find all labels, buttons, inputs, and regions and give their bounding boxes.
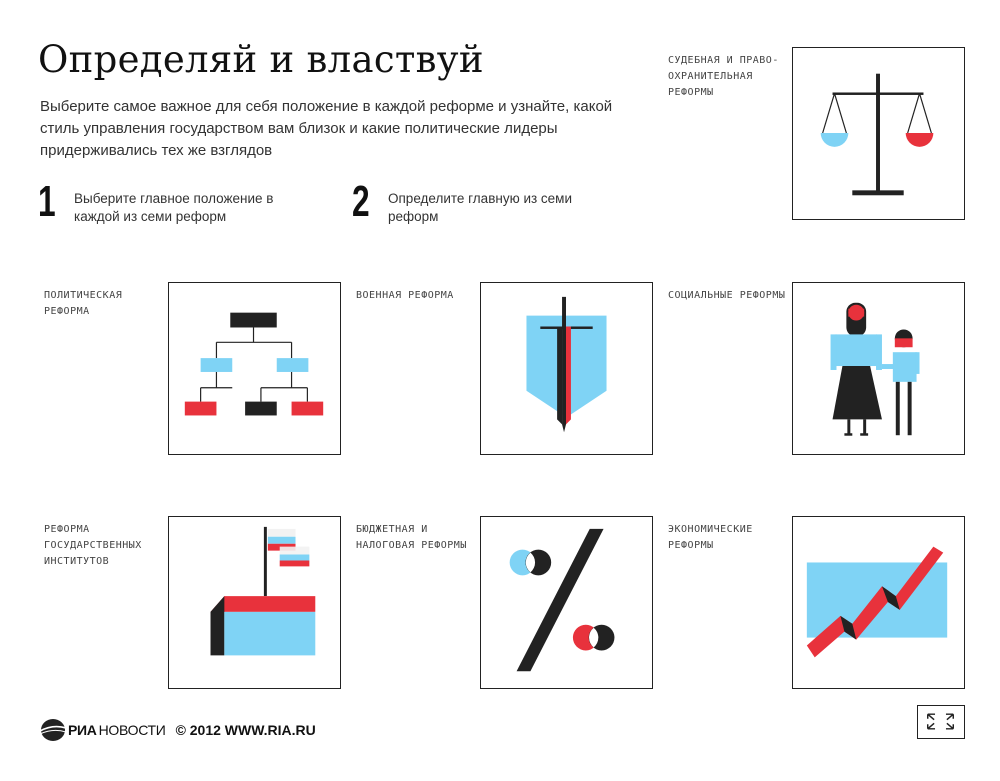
expand-icon <box>918 706 963 737</box>
step-number: 1 <box>38 177 56 226</box>
reform-label: БЮДЖЕТНАЯ И НАЛОГОВАЯ РЕФОРМЫ <box>356 524 467 551</box>
reform-tile-state[interactable] <box>168 516 341 689</box>
org-chart-icon <box>169 283 340 454</box>
page-title: Определяй и властвуй <box>38 38 484 81</box>
reform-tile-social[interactable] <box>792 282 965 455</box>
step-number: 2 <box>352 177 370 226</box>
fullscreen-button[interactable] <box>917 705 965 739</box>
family-icon <box>793 283 964 454</box>
reform-label: ЭКОНОМИЧЕСКИЕ РЕФОРМЫ <box>668 524 753 551</box>
footer-brand <box>38 717 316 743</box>
reform-label: СОЦИАЛЬНЫЕ РЕФОРМЫ <box>668 290 786 301</box>
reform-label: РЕФОРМА ГОСУДАРСТВЕННЫХ ИНСТИТУТОВ <box>44 524 142 567</box>
reform-tile-budget[interactable] <box>480 516 653 689</box>
scales-icon <box>793 48 964 219</box>
globe-logo-icon <box>38 718 66 742</box>
sword-shield-icon <box>481 283 652 454</box>
page-subtitle: Выберите самое важное для себя положение в каждой реформе и узнайте, какой стиль управления государством вам близок и какие политические лидеры придерживались тех же взглядов <box>40 98 613 159</box>
brand-name-suffix: НОВОСТИ <box>98 722 166 738</box>
copyright-text[interactable]: © 2012 WWW.RIA.RU <box>175 722 316 738</box>
step-text: Выберите главное положение в каждой из семи реформ <box>74 191 274 224</box>
step-text: Определите главную из семи реформ <box>388 191 573 224</box>
reform-label: ВОЕННАЯ РЕФОРМА <box>356 290 454 301</box>
reform-tile-judicial[interactable] <box>792 47 965 220</box>
percent-icon <box>481 517 652 688</box>
reform-tile-military[interactable] <box>480 282 653 455</box>
building-flag-icon <box>169 517 340 688</box>
reform-label: ПОЛИТИЧЕСКАЯ РЕФОРМА <box>44 290 123 317</box>
reform-tile-economic[interactable] <box>792 516 965 689</box>
growth-chart-icon <box>793 517 964 688</box>
reform-label: СУДЕБНАЯ И ПРАВО-ОХРАНИТЕЛЬНАЯ РЕФОРМЫ <box>668 55 779 98</box>
reform-tile-political[interactable] <box>168 282 341 455</box>
brand-name: РИА <box>68 722 97 738</box>
